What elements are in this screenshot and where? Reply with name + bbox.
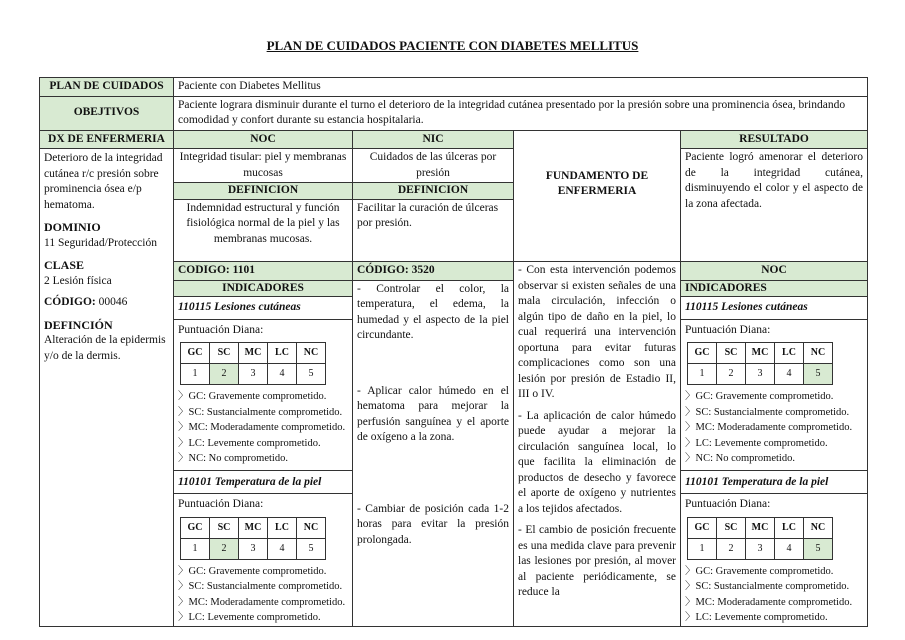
care-plan-table: [39, 77, 868, 627]
nic-block: [353, 149, 514, 262]
scale-header: NC: [804, 343, 833, 364]
noc-indicators-cell: [174, 280, 353, 626]
nic-activity-2: - Aplicar calor húmedo en el hematoma para mejorar la perfusión sanguínea y el aporte de oxígeno a la zona.: [357, 384, 509, 443]
noc-definicion: Indemnidad estructural y función fisiológica normal de la piel y las membranas mucosas.: [186, 201, 340, 245]
nic-codigo: CÓDIGO: 3520: [353, 262, 514, 281]
scale-value: 2: [717, 538, 746, 559]
header-nic: NIC: [353, 130, 514, 149]
scale-header: SC: [210, 343, 239, 364]
scale-value: 3: [239, 538, 268, 559]
scale-value: 1: [181, 364, 210, 385]
noc-indicadores-label: INDICADORES: [174, 281, 352, 298]
clase-label: CLASE: [44, 258, 85, 272]
legend-item: 〉MC: Moderadamente comprometido.: [685, 422, 853, 433]
resultado-indicadores-label: INDICADORES: [681, 281, 867, 298]
nic-definicion-label: DEFINICION: [353, 182, 513, 200]
noc-name: Integridad tisular: piel y membranas mucosas: [179, 151, 347, 179]
objetivos-label: OBEJTIVOS: [40, 96, 174, 130]
codigo-label: CÓDIGO:: [44, 296, 96, 308]
puntuacion-label: Puntuación Diana:: [178, 498, 264, 510]
scale-value: 3: [239, 364, 268, 385]
dx-text: Deterioro de la integridad cutánea r/c presión sobre prominencia ósea e/p hematoma.: [44, 152, 163, 211]
scale-header: SC: [210, 517, 239, 538]
scale-header: MC: [239, 343, 268, 364]
dominio-label: DOMINIO: [44, 220, 101, 234]
indicator-title: 110115 Lesiones cutáneas: [681, 297, 867, 320]
legend-item: 〉MC: Moderadamente comprometido.: [178, 596, 346, 608]
legend-item: 〉MC: Moderadamente comprometido.: [685, 596, 853, 608]
scale-value: 5: [804, 364, 833, 385]
scale-header: GC: [688, 517, 717, 538]
scale-header: MC: [239, 517, 268, 538]
scale-legend: [178, 389, 348, 467]
legend-item: 〉LC: Levemente comprometido.: [685, 612, 828, 623]
score-scale-table: [180, 517, 326, 560]
scale-value: 1: [688, 538, 717, 559]
noc-definicion-label: DEFINICION: [174, 182, 352, 200]
plan-value: Paciente con Diabetes Mellitus: [174, 78, 868, 97]
scale-header: GC: [181, 517, 210, 538]
right-indicator-2: [681, 470, 867, 626]
scale-value: 1: [181, 538, 210, 559]
left-indicator-1: [178, 297, 348, 467]
nic-definicion: Facilitar la curación de úlceras por presión.: [357, 201, 499, 229]
indicator-title: 110101 Temperatura de la piel: [681, 472, 867, 495]
scale-value: 5: [804, 538, 833, 559]
puntuacion-label: Puntuación Diana:: [685, 323, 771, 336]
scale-value: 3: [746, 364, 775, 385]
scale-header: LC: [268, 343, 297, 364]
dx-cell: [40, 149, 174, 627]
scale-value: 2: [210, 364, 239, 385]
legend-item: 〉GC: Gravemente comprometido.: [178, 391, 327, 402]
resultado-noc-label: NOC: [681, 262, 868, 281]
header-dx: DX DE ENFERMERIA: [40, 130, 174, 149]
legend-item: 〉GC: Gravemente comprometido.: [685, 565, 834, 577]
right-indicator-1: [685, 297, 863, 467]
noc-block: [174, 149, 353, 262]
legend-item: 〉LC: Levemente comprometido.: [178, 612, 321, 623]
scale-value: 4: [775, 364, 804, 385]
scale-legend: [685, 389, 863, 467]
plan-label: PLAN DE CUIDADOS: [40, 78, 174, 97]
legend-item: 〉LC: Levemente comprometido.: [178, 437, 321, 449]
legend-item: 〉LC: Levemente comprometido.: [685, 437, 828, 449]
scale-value: 4: [268, 538, 297, 559]
scale-header: NC: [297, 517, 326, 538]
fundamento-cell: [514, 262, 681, 627]
noc-codigo: CODIGO: 1101: [174, 262, 353, 281]
scale-header: GC: [688, 343, 717, 364]
codigo-value: 00046: [98, 296, 128, 308]
scale-value: 4: [268, 364, 297, 385]
scale-value: 5: [297, 364, 326, 385]
resultado-indicators-cell: [681, 280, 868, 626]
nic-activities-cell: [353, 280, 514, 626]
header-fundamento: FUNDAMENTO DE ENFERMERIA: [514, 130, 681, 262]
legend-item: 〉NC: No comprometido.: [178, 453, 288, 464]
scale-value: 4: [775, 538, 804, 559]
scale-value: 2: [717, 364, 746, 385]
legend-item: 〉MC: Moderadamente comprometido.: [178, 422, 346, 433]
scale-value: 1: [688, 364, 717, 385]
scale-legend: [178, 564, 348, 626]
scale-header: NC: [804, 517, 833, 538]
indicator-title: 110101 Temperatura de la piel: [174, 472, 352, 495]
puntuacion-label: Puntuación Diana:: [178, 323, 264, 336]
scale-header: SC: [717, 343, 746, 364]
scale-header: SC: [717, 517, 746, 538]
nic-activity-3: - Cambiar de posición cada 1-2 horas para evitar la presión prolongada.: [357, 502, 509, 546]
legend-item: 〉NC: No comprometido.: [685, 453, 795, 464]
resultado-text: Paciente logró amenorar el deterioro de la integridad cutánea, disminuyendo el color y el aspecto de la zona afectada.: [681, 149, 868, 262]
fundamento-1: - Con esta intervención podemos observar si existen señales de una mala circulación, infección o algún tipo de daño en la piel, lo cual requerirá una intervención oportuna para evitar futuras complicaciones como son una lesión por presión de Estadio II, III o IV.: [518, 264, 676, 400]
legend-item: 〉SC: Sustancialmente comprometido.: [685, 406, 850, 418]
score-scale-table: [687, 517, 833, 560]
header-noc: NOC: [174, 130, 353, 149]
scale-header: MC: [746, 343, 775, 364]
scale-value: 3: [746, 538, 775, 559]
dominio-value: 11 Seguridad/Protección: [44, 236, 157, 249]
definicion-label: DEFINCIÓN: [44, 317, 113, 332]
scale-header: LC: [775, 343, 804, 364]
legend-item: 〉GC: Gravemente comprometido.: [685, 391, 834, 402]
indicator-title: 110115 Lesiones cutáneas: [174, 297, 352, 320]
puntuacion-label: Puntuación Diana:: [685, 498, 771, 510]
score-scale-table: [180, 342, 326, 385]
scale-value: 5: [297, 538, 326, 559]
scale-header: GC: [181, 343, 210, 364]
legend-item: 〉SC: Sustancialmente comprometido.: [178, 406, 343, 418]
nic-name: Cuidados de las úlceras por presión: [369, 151, 497, 179]
legend-item: 〉SC: Sustancialmente comprometido.: [685, 581, 850, 592]
scale-header: NC: [297, 343, 326, 364]
scale-header: LC: [268, 517, 297, 538]
legend-item: 〉SC: Sustancialmente comprometido.: [178, 581, 343, 592]
left-indicator-2: [174, 470, 352, 626]
score-scale-table: [687, 342, 833, 385]
nic-activity-1: - Controlar el color, la temperatura, el edema, la humedad y el aspecto de la piel circundante.: [357, 282, 509, 341]
scale-header: LC: [775, 517, 804, 538]
clase-value: 2 Lesión física: [44, 274, 112, 287]
fundamento-2: - La aplicación de calor húmedo puede ayudar a mejorar la circulación sanguínea local, lo que facilita la eliminación de productos de desecho y favorece el aporte de oxígeno y nutrientes a los tejidos afectados.: [518, 409, 676, 515]
scale-value: 2: [210, 538, 239, 559]
header-resultado: RESULTADO: [681, 130, 868, 149]
fundamento-3: - El cambio de posición frecuente es una medida clave para prevenir las lesiones por presión, al mover al paciente periódicamente, se reduce la: [518, 524, 676, 598]
scale-header: MC: [746, 517, 775, 538]
objetivos-value: Paciente lograra disminuir durante el turno el deterioro de la integridad cutánea presentado por la presión sobre una prominencia ósea, brindando comodidad y confort durante su estancia hospitalaria.: [174, 96, 868, 130]
definicion-value: Alteración de la epidermis y/o de la dermis.: [44, 334, 166, 362]
legend-item: 〉GC: Gravemente comprometido.: [178, 565, 327, 577]
scale-legend: [685, 564, 863, 626]
page-title: PLAN DE CUIDADOS PACIENTE CON DIABETES MELLITUS: [266, 38, 639, 53]
